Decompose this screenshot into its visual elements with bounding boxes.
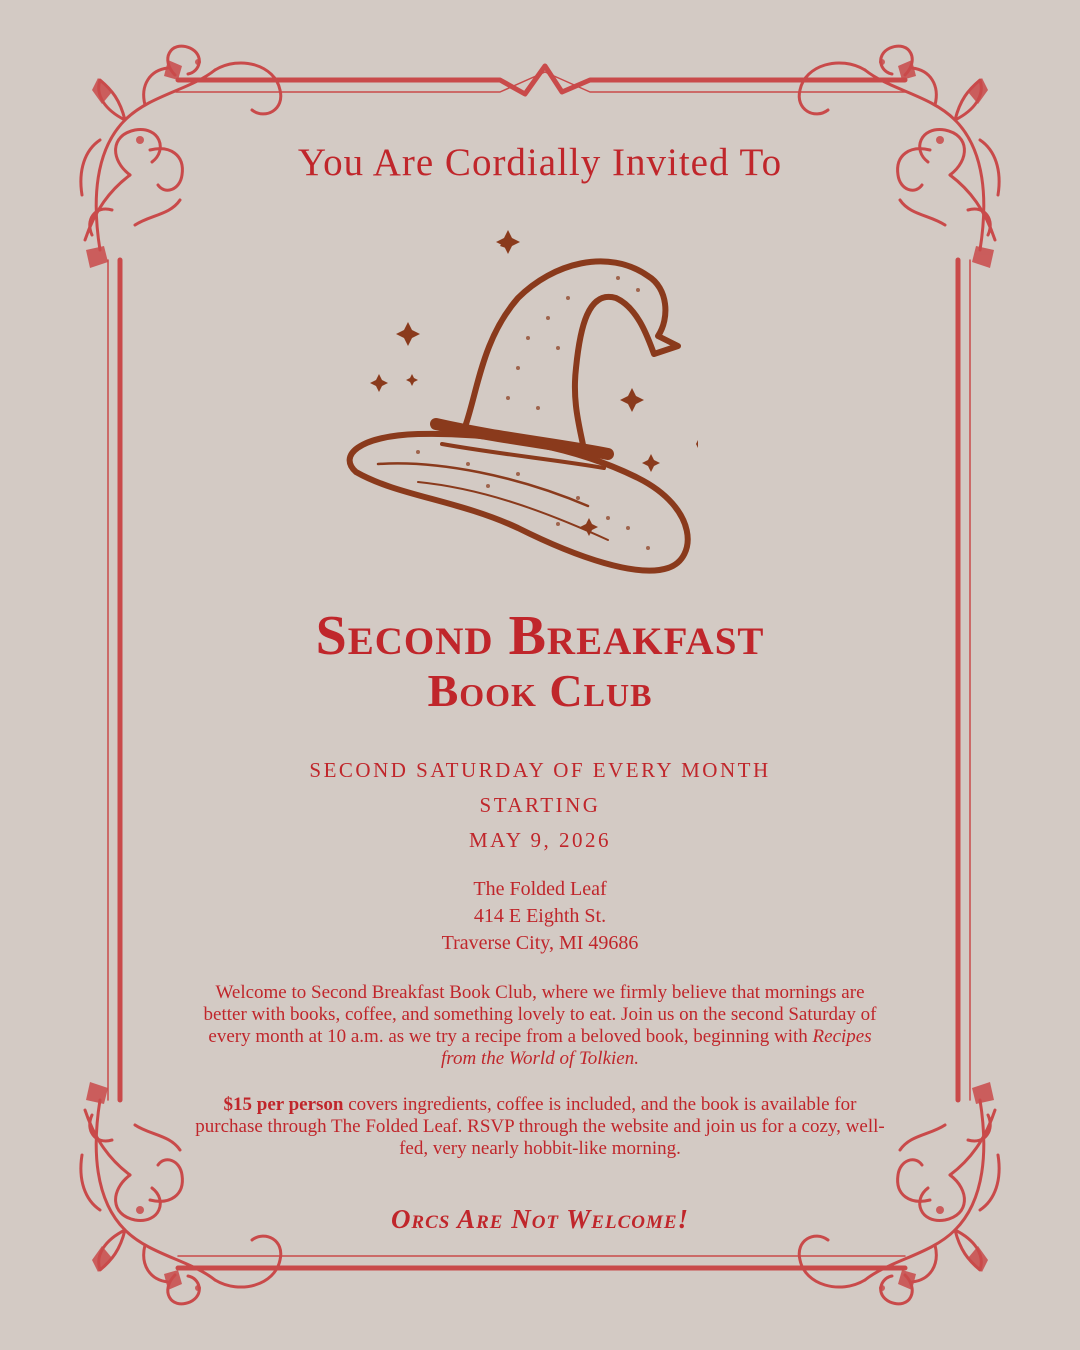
footer-tagline: Orcs Are Not Welcome! — [390, 1204, 690, 1234]
schedule-line: SECOND SATURDAY OF EVERY MONTH — [309, 758, 771, 782]
schedule-line: STARTING — [479, 793, 601, 817]
start-date: MAY 9, 2026 — [468, 828, 612, 852]
club-title: Second Breakfast — [315, 605, 765, 667]
venue-city: Traverse City, MI 49686 — [441, 932, 639, 954]
welcome-paragraph — [195, 982, 885, 1070]
welcome-text: Welcome to Second Breakfast Book Club, where we firmly believe that mornings are better with books, coffee, and something lovely to eat. Join us on the second Saturday of every month at 10 a.m. as we try a recipe from a beloved book, beginning with — [203, 982, 877, 1047]
wizard-hat-icon — [318, 228, 698, 590]
club-subtitle: Book Club — [427, 665, 653, 716]
venue-street: 414 E Eighth St. — [473, 905, 607, 927]
pricing-text: covers ingredients, coffee is included, and the book is available for purchase through The Folded Leaf. RSVP through the website and join us for a cozy, well-fed, very nearly hobbit-like morning. — [195, 1094, 885, 1159]
book-title: Recipes from the World of Tolkien. — [441, 1026, 872, 1069]
price: $15 per person — [223, 1094, 344, 1115]
venue-name: The Folded Leaf — [473, 878, 607, 900]
pricing-paragraph — [195, 1094, 885, 1160]
invitation-header: You Are Cordially Invited To — [297, 141, 783, 184]
